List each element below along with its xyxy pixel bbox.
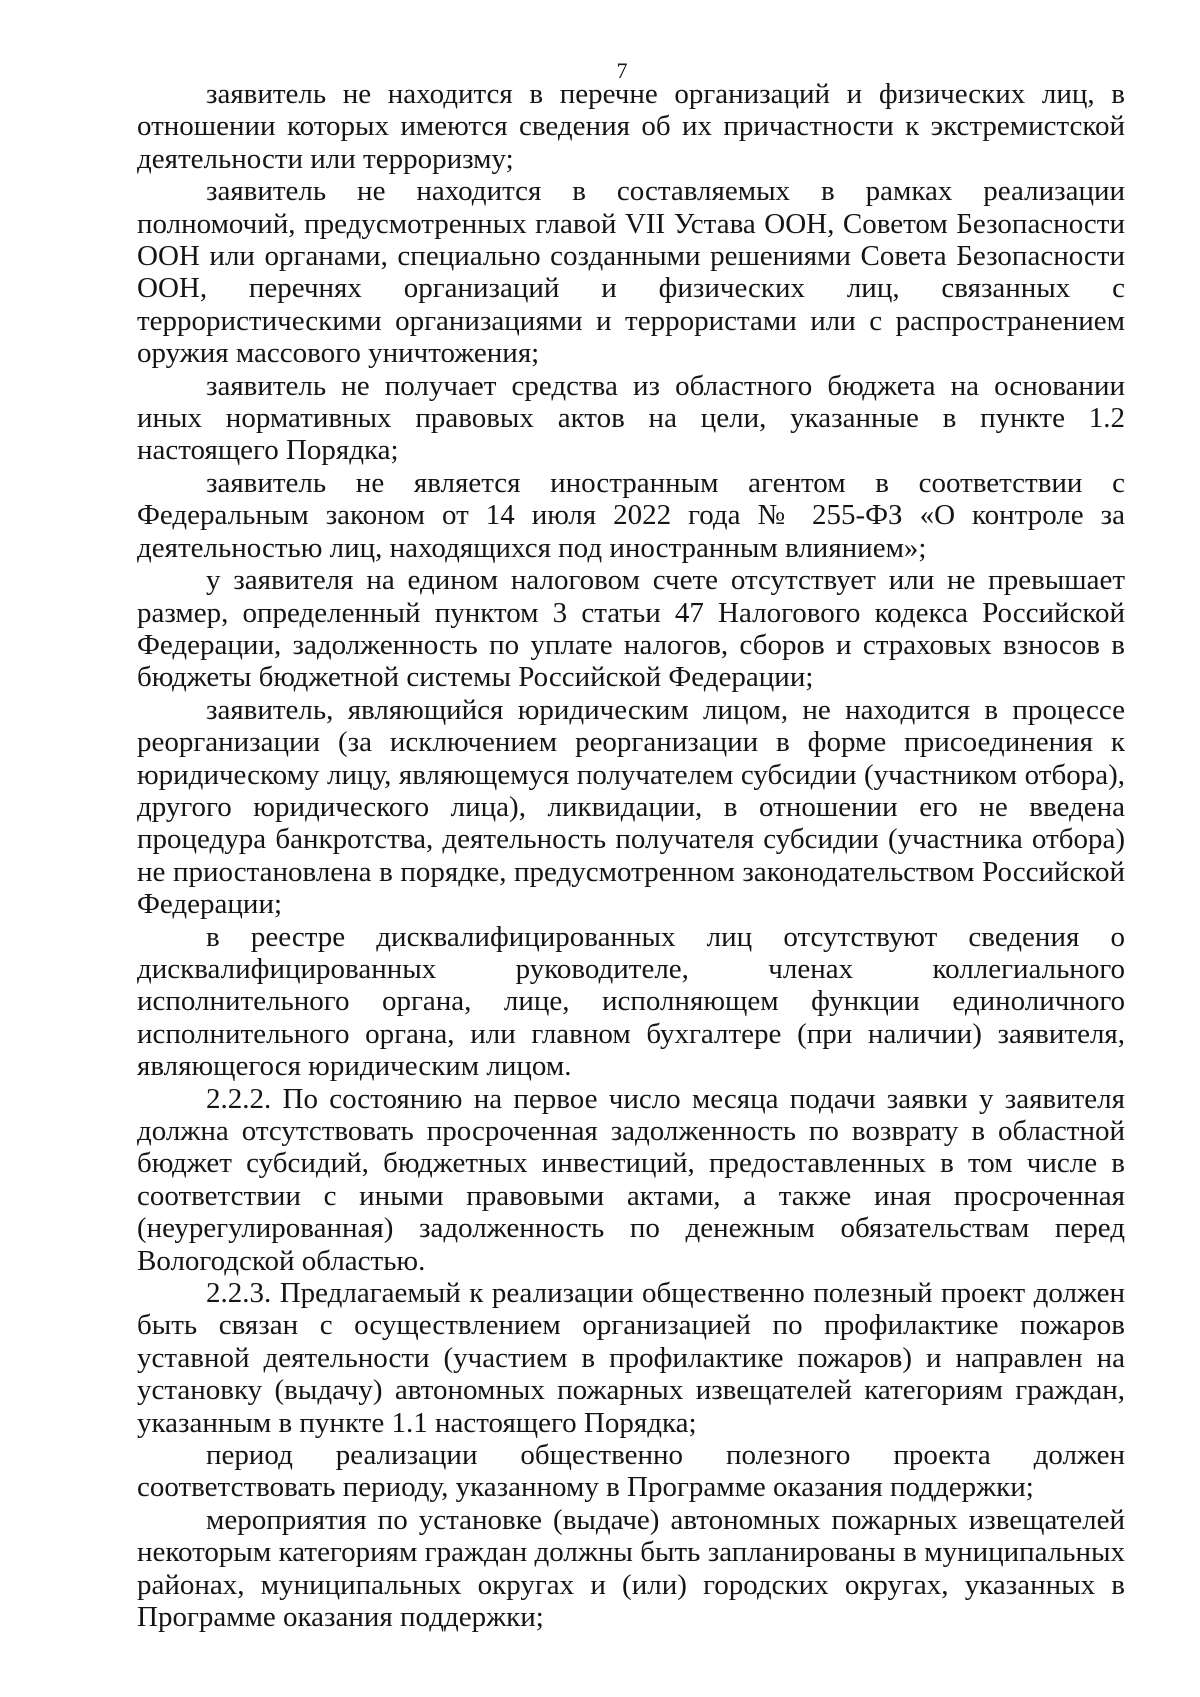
paragraph-project-period: период реализации общественно полезного проекта должен соответствовать периоду, указанному в Программе оказания поддержки;: [137, 1439, 1125, 1504]
paragraph-tax-debt: у заявителя на едином налоговом счете отсутствует или не превышает размер, определенный пунктом 3 статьи 47 Налогового кодекса Российской Федерации, задолженность по уплате налогов, сборов и страховых взносов в бюджеты бюджетной системы Российской Федерации;: [137, 564, 1125, 694]
paragraph-disqualified-persons: в реестре дисквалифицированных лиц отсутствуют сведения о дисквалифицированных руководителе, членах коллегиального исполнительного органа, лице, исполняющем функции единоличного исполнительного органа, или главном бухгалтере (при наличии) заявителя, являющегося юридическим лицом.: [137, 920, 1125, 1083]
page-number: 7: [616, 58, 628, 83]
paragraph-2-2-2: 2.2.2. По состоянию на первое число месяца подачи заявки у заявителя должна отсутствовать просроченная задолженность по возврату в областной бюджет субсидий, бюджетных инвестиций, предоставленных в том числе в соответствии с иными правовыми актами, а также иная просроченная (неурегулированная) задолженность по денежным обязательствам перед Вологодской областью.: [137, 1082, 1125, 1277]
document-body: [137, 78, 1125, 1634]
paragraph-extremism-list: заявитель не находится в перечне организаций и физических лиц, в отношении которых имеются сведения об их причастности к экстремистской деятельности или терроризму;: [137, 78, 1125, 175]
paragraph-reorganization: заявитель, являющийся юридическим лицом, не находится в процессе реорганизации (за исключением реорганизации в форме присоединения к юридическому лицу, являющемуся получателем субсидии (участником отбора), другого юридического лица), ликвидации, в отношении его не введена процедура банкротства, деятельность получателя субсидии (участника отбора) не приостановлена в порядке, предусмотренном законодательством Российской Федерации;: [137, 693, 1125, 921]
paragraph-foreign-agent: заявитель не является иностранным агентом в соответствии с Федеральным законом от 14 июля 2022 года № 255-ФЗ «О контроле за деятельностью лиц, находящихся под иностранным влиянием»;: [137, 466, 1125, 564]
paragraph-municipal-districts: мероприятия по установке (выдаче) автономных пожарных извещателей некоторым категориям граждан должны быть запланированы в муниципальных районах, муниципальных округах и (или) городских округах, указанных в Программе оказания поддержки;: [137, 1503, 1125, 1634]
paragraph-un-lists: заявитель не находится в составляемых в рамках реализации полномочий, предусмотренных главой VII Устава ООН, Советом Безопасности ООН или органами, специально созданными решениями Совета Безопасности ООН, перечнях организаций и физических лиц, связанных с террористическими организациями и террористами или с распространением оружия массового уничтожения;: [137, 175, 1125, 370]
paragraph-regional-budget: заявитель не получает средства из областного бюджета на основании иных нормативных правовых актов на цели, указанные в пункте 1.2 настоящего Порядка;: [137, 369, 1125, 467]
paragraph-2-2-3: 2.2.3. Предлагаемый к реализации общественно полезный проект должен быть связан с осуществлением организацией по профилактике пожаров уставной деятельности (участием в профилактике пожаров) и направлен на установку (выдачу) автономных пожарных извещателей категориям граждан, указанным в пункте 1.1 настоящего Порядка;: [137, 1277, 1125, 1439]
